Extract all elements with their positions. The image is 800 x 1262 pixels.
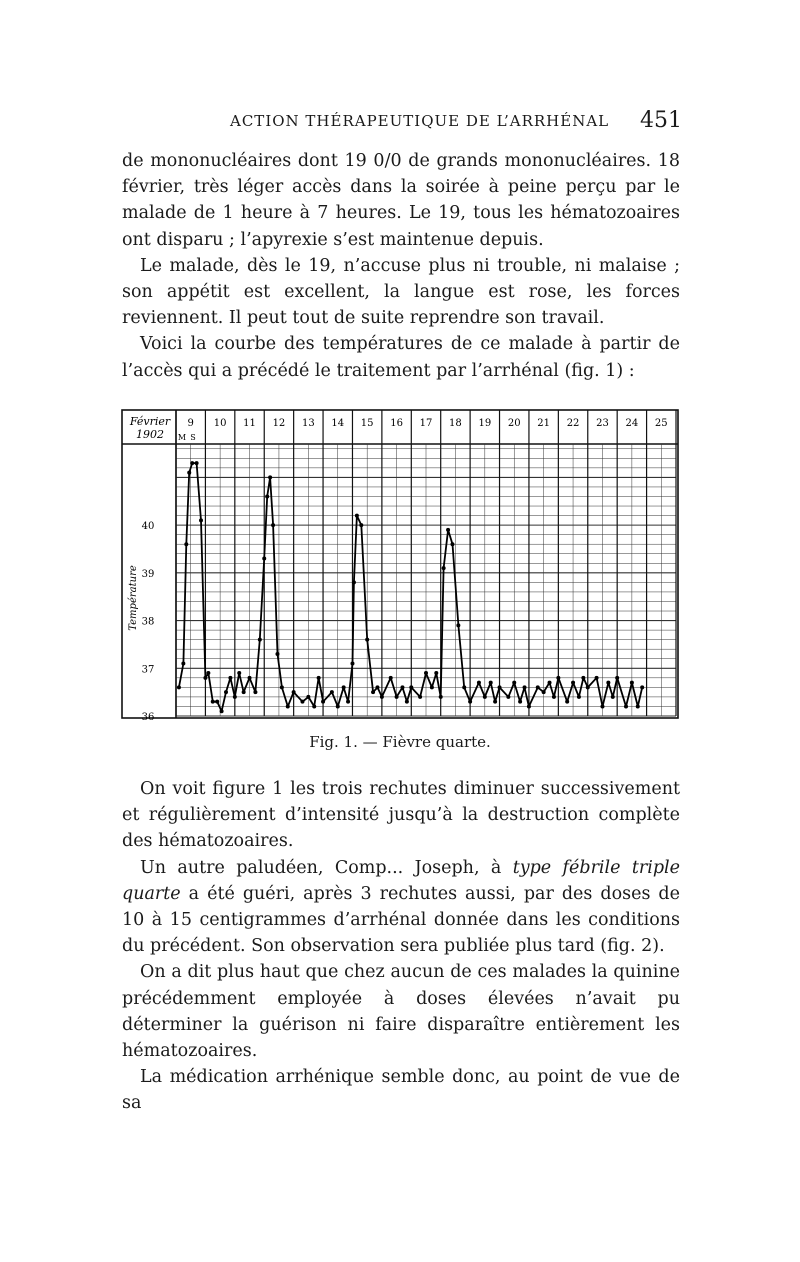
temperature-point xyxy=(512,681,516,685)
temperature-point xyxy=(268,475,272,479)
temperature-point xyxy=(542,690,546,694)
temperature-point xyxy=(565,700,569,704)
temperature-point xyxy=(624,704,628,708)
temperature-point xyxy=(418,695,422,699)
chart-evening-label: S xyxy=(190,433,196,442)
temperature-point xyxy=(506,695,510,699)
temperature-point xyxy=(630,681,634,685)
chart-corner-label-year: 1902 xyxy=(136,428,164,441)
temperature-point xyxy=(434,671,438,675)
temperature-point xyxy=(611,695,615,699)
chart-y-axis-label: Température xyxy=(128,565,139,631)
temperature-point xyxy=(439,695,443,699)
temperature-point xyxy=(258,638,262,642)
temperature-point xyxy=(527,704,531,708)
page-number: 451 xyxy=(640,108,682,133)
x-tick-label: 24 xyxy=(625,418,639,429)
temperature-point xyxy=(330,690,334,694)
x-tick-label: 16 xyxy=(390,418,403,429)
temperature-point xyxy=(177,685,181,689)
temperature-point xyxy=(275,652,279,656)
paragraph-text: a été guéri, après 3 rechutes aussi, par des doses de 10 à 15 centigrammes d’arrhénal donnée dans les conditions du précédent. Son observation sera publiée plus tard (fig. 2). xyxy=(122,883,680,957)
temperature-point xyxy=(206,671,210,675)
x-tick-label: 17 xyxy=(419,418,433,429)
running-title: ACTION THÉRAPEUTIQUE DE L’ARRHÉNAL xyxy=(230,112,610,130)
temperature-point xyxy=(424,671,428,675)
temperature-point xyxy=(365,638,369,642)
temperature-point xyxy=(595,676,599,680)
temperature-chart xyxy=(120,408,680,720)
temperature-point xyxy=(215,700,219,704)
temperature-point xyxy=(600,704,604,708)
x-tick-label: 13 xyxy=(301,418,315,429)
temperature-point xyxy=(556,676,560,680)
temperature-point xyxy=(203,676,207,680)
temperature-point xyxy=(195,461,199,465)
text-block-top xyxy=(122,148,680,384)
temperature-point xyxy=(220,709,224,713)
temperature-point xyxy=(400,685,404,689)
temperature-point xyxy=(395,695,399,699)
temperature-point xyxy=(346,700,350,704)
temperature-point xyxy=(187,471,191,475)
paragraph: de mononucléaires dont 19 0/0 de grands mononucléaires. 18 février, très léger accès dans la soirée à peine perçu par le malade de 1 heure à 7 heures. Le 19, tous les hématozoaires ont disparu ; l’apyrexie s’est maintenue depuis. xyxy=(122,151,680,250)
figure-caption: Fig. 1. — Fièvre quarte. xyxy=(309,733,491,751)
temperature-point xyxy=(199,518,203,522)
temperature-point xyxy=(237,671,241,675)
chart-corner-label-month: Février xyxy=(129,415,171,428)
temperature-point xyxy=(615,676,619,680)
chart-series xyxy=(177,461,644,713)
temperature-point xyxy=(371,690,375,694)
temperature-point xyxy=(286,704,290,708)
temperature-point xyxy=(430,685,434,689)
temperature-point xyxy=(224,690,228,694)
x-tick-label: 12 xyxy=(272,418,286,429)
running-header xyxy=(122,108,682,136)
temperature-point xyxy=(571,681,575,685)
temperature-point xyxy=(190,461,194,465)
paragraph: On a dit plus haut que chez aucun de ces malades la quinine précédemment employée à doses élevées n’avait pu déterminer la guérison ni faire disparaître entièrement les hématozoaires. xyxy=(122,962,680,1062)
temperature-point xyxy=(586,685,590,689)
temperature-point xyxy=(483,695,487,699)
temperature-point xyxy=(228,676,232,680)
temperature-point xyxy=(359,523,363,527)
temperature-point xyxy=(355,514,359,518)
temperature-point xyxy=(253,690,257,694)
x-tick-label: 18 xyxy=(449,418,462,429)
temperature-point xyxy=(181,662,185,666)
temperature-point xyxy=(477,681,481,685)
temperature-point xyxy=(450,542,454,546)
temperature-point xyxy=(446,528,450,532)
paragraph-italic-text: type fébrile triple quarte xyxy=(122,857,680,904)
temperature-point xyxy=(456,623,460,627)
x-tick-label: 10 xyxy=(213,418,227,429)
paragraph: On voit figure 1 les trois rechutes diminuer successivement et régulièrement d’intensité jusqu’à la destruction complète des hématozoaires. xyxy=(122,779,680,852)
temperature-point xyxy=(262,557,266,561)
paragraph xyxy=(122,855,680,960)
paragraph: Voici la courbe des températures de ce malade à partir de l’accès qui a précédé le traitement par l’arrhénal (fig. 1) : xyxy=(122,334,680,381)
temperature-point xyxy=(184,542,188,546)
temperature-point xyxy=(280,685,284,689)
x-tick-label: 19 xyxy=(478,418,492,429)
x-tick-label: 25 xyxy=(654,418,668,429)
paragraph: Le malade, dès le 19, n’accuse plus ni trouble, ni malaise ; son appétit est excellent, la langue est rose, les forces reviennent. Il peut tout de suite reprendre son travail. xyxy=(122,255,680,329)
temperature-point xyxy=(536,685,540,689)
temperature-line xyxy=(179,463,642,711)
x-tick-label: 15 xyxy=(360,418,374,429)
paragraph: La médication arrhénique semble donc, au point de vue de sa xyxy=(122,1067,680,1114)
temperature-point xyxy=(577,695,581,699)
temperature-point xyxy=(321,700,325,704)
temperature-point xyxy=(265,494,269,498)
temperature-point xyxy=(342,685,346,689)
temperature-point xyxy=(350,662,354,666)
temperature-point xyxy=(211,700,215,704)
temperature-point xyxy=(489,681,493,685)
temperature-point xyxy=(493,700,497,704)
temperature-point xyxy=(389,676,393,680)
temperature-point xyxy=(317,676,321,680)
temperature-point xyxy=(380,695,384,699)
x-tick-label: 23 xyxy=(596,418,609,429)
temperature-point xyxy=(523,685,527,689)
temperature-point xyxy=(336,704,340,708)
temperature-point xyxy=(581,676,585,680)
x-tick-label: 21 xyxy=(537,418,551,429)
temperature-point xyxy=(306,695,310,699)
paragraph-text: Un autre paludéen, Comp... Joseph, à xyxy=(140,857,513,878)
y-tick-label: 36 xyxy=(141,712,155,720)
temperature-point xyxy=(606,681,610,685)
x-tick-label: 14 xyxy=(331,418,345,429)
temperature-point xyxy=(462,685,466,689)
temperature-point xyxy=(248,676,252,680)
x-tick-label: 11 xyxy=(243,418,256,429)
temperature-point xyxy=(498,685,502,689)
temperature-point xyxy=(233,695,237,699)
temperature-point xyxy=(468,700,472,704)
temperature-point xyxy=(300,700,304,704)
temperature-point xyxy=(552,695,556,699)
temperature-point xyxy=(548,681,552,685)
temperature-point xyxy=(405,700,409,704)
temperature-point xyxy=(640,685,644,689)
temperature-point xyxy=(375,685,379,689)
temperature-point xyxy=(242,690,246,694)
y-tick-label: 39 xyxy=(141,568,155,580)
temperature-point xyxy=(636,704,640,708)
text-block-bottom xyxy=(122,776,680,1117)
y-tick-label: 38 xyxy=(141,616,155,628)
temperature-point xyxy=(312,704,316,708)
temperature-point xyxy=(271,523,275,527)
temperature-point xyxy=(409,685,413,689)
temperature-point xyxy=(442,566,446,570)
y-tick-label: 37 xyxy=(141,664,155,676)
y-tick-label: 40 xyxy=(141,521,155,533)
x-tick-label: 20 xyxy=(507,418,521,429)
x-tick-label: 9 xyxy=(187,418,194,429)
chart-morning-label: M xyxy=(177,433,187,442)
x-tick-label: 22 xyxy=(566,418,580,429)
temperature-point xyxy=(352,580,356,584)
chart-ticks xyxy=(142,418,668,720)
temperature-point xyxy=(292,690,296,694)
temperature-point xyxy=(518,700,522,704)
